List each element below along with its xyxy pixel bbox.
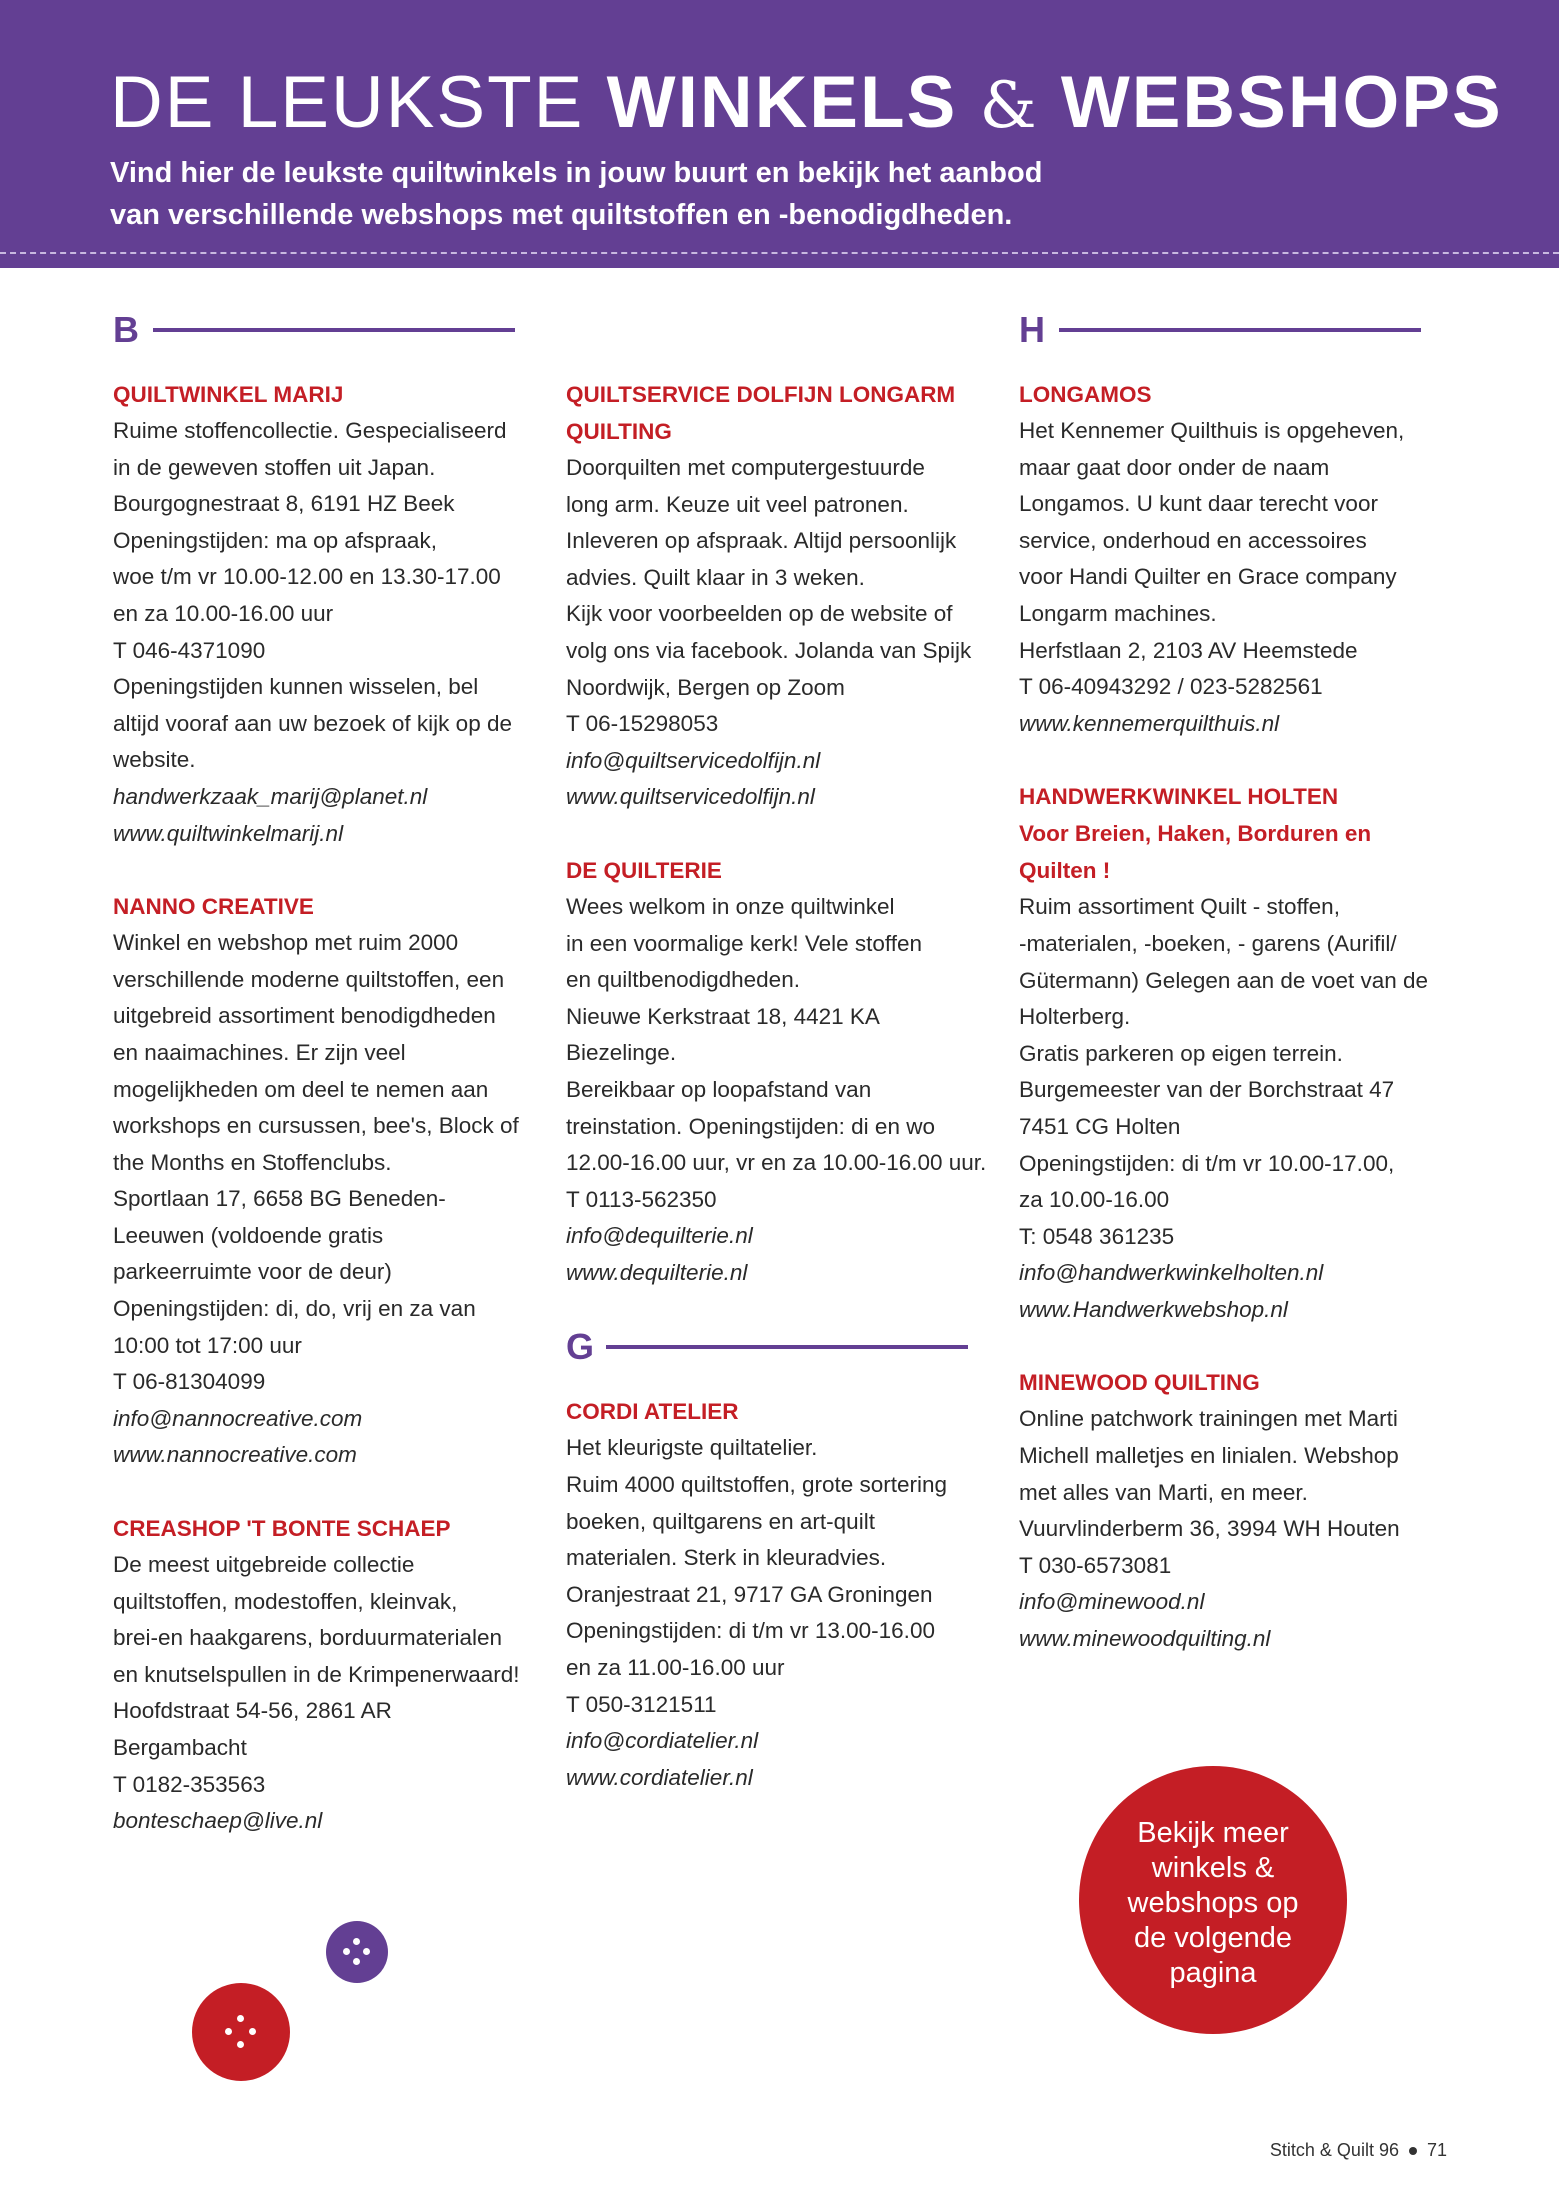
shop-detail-line: verschillende moderne quiltstoffen, een (113, 966, 505, 992)
see-more-text (1103, 1816, 1323, 1991)
purple-button-decoration-icon (326, 1921, 388, 1983)
shop-detail-line: website. (113, 747, 196, 773)
shop-entry (566, 1393, 996, 1796)
shop-detail-line: maar gaat door onder de naam (1019, 454, 1330, 480)
shop-detail-line: Wees welkom in onze quiltwinkel (566, 893, 895, 919)
shop-detail-line: Herfstlaan 2, 2103 AV Heemstede (1019, 637, 1358, 663)
shop-detail-line: voor Handi Quilter en Grace company (1019, 564, 1397, 590)
shop-detail-line: T 06-40943292 / 023-5282561 (1019, 674, 1323, 700)
shop-detail-line: Noordwijk, Bergen op Zoom (566, 674, 845, 700)
shop-detail-line: Gütermann) Gelegen aan de voet van de (1019, 967, 1429, 993)
shop-detail-line: 7451 CG Holten (1019, 1113, 1181, 1139)
shop-entry (113, 888, 543, 1474)
shop-detail-line: workshops en cursussen, bee's, Block of (113, 1113, 519, 1139)
shop-email-link[interactable]: info@quiltservicedolfijn.nl (566, 747, 821, 773)
shop-detail-line: altijd vooraf aan uw bezoek of kijk op de (113, 710, 512, 736)
page-footer (1270, 2140, 1447, 2161)
shop-detail-line: Michell malletjes en linialen. Webshop (1019, 1443, 1399, 1469)
shop-detail-line: quiltstoffen, modestoffen, kleinvak, (113, 1588, 458, 1614)
title-light: DE LEUKSTE (110, 62, 585, 143)
red-button-decoration-icon (192, 1983, 290, 2081)
shop-detail-line: Biezelinge. (566, 1040, 677, 1066)
shop-email-link[interactable]: info@minewood.nl (1019, 1589, 1205, 1615)
shop-detail-line: Kijk voor voorbeelden op de website of (566, 601, 953, 627)
shop-name: DE QUILTERIE (566, 857, 722, 883)
see-more-line: winkels & (1151, 1852, 1275, 1884)
shop-name: QUILTWINKEL MARIJ (113, 382, 344, 407)
shop-website-link[interactable]: www.quiltservicedolfijn.nl (566, 784, 815, 810)
see-more-line: de volgende (1133, 1922, 1293, 1954)
section-rule (1059, 328, 1421, 332)
shop-detail-line: Het Kennemer Quilthuis is opgeheven, (1019, 418, 1405, 443)
shop-entry (566, 376, 996, 816)
subtitle-line: Vind hier de leukste quiltwinkels in jouw buurt en bekijk het aanbod (110, 157, 1043, 189)
shop-detail-line: T 046-4371090 (113, 637, 266, 663)
shop-detail-line: volg ons via facebook. Jolanda van Spijk (566, 637, 972, 663)
column-b (113, 310, 543, 1876)
title-ampersand: & (979, 69, 1039, 143)
shop-email-link[interactable]: info@cordiatelier.nl (566, 1728, 759, 1754)
shop-website-link[interactable]: www.cordiatelier.nl (566, 1764, 753, 1790)
shop-detail-line: De meest uitgebreide collectie (113, 1552, 415, 1578)
shop-detail-line: boeken, quiltgarens en art-quilt (566, 1508, 875, 1534)
see-more-badge[interactable] (1079, 1766, 1347, 2034)
shop-detail-line: Bereikbaar op loopafstand van (566, 1076, 872, 1102)
shop-detail-line: Leeuwen (voldoende gratis (113, 1222, 384, 1248)
shop-detail-line: Vuurvlinderberm 36, 3994 WH Houten (1019, 1516, 1400, 1542)
shop-email-link[interactable]: info@dequilterie.nl (566, 1223, 753, 1249)
shop-detail-line: 12.00-16.00 uur, vr en za 10.00-16.00 uur. (566, 1150, 987, 1176)
shop-website-link[interactable]: www.quiltwinkelmarij.nl (113, 820, 344, 846)
section-letter: G (566, 1326, 595, 1368)
title-bold-webshops: WEBSHOPS (1060, 62, 1503, 143)
shop-detail-line: 10:00 tot 17:00 uur (113, 1332, 302, 1358)
page-title (110, 58, 1503, 151)
section-rule (606, 1345, 968, 1349)
shop-subtitle: Quilten ! (1019, 858, 1111, 884)
shop-email-link[interactable]: bonteschaep@live.nl (113, 1808, 323, 1834)
section-letter-header (566, 1327, 996, 1367)
shop-detail-line: in een voormalige kerk! Vele stoffen (566, 930, 923, 956)
shop-detail-line: service, onderhoud en accessoires (1019, 527, 1367, 553)
shop-website-link[interactable]: www.dequilterie.nl (566, 1259, 748, 1285)
shop-detail-line: za 10.00-16.00 (1019, 1187, 1170, 1213)
section-rule (153, 328, 515, 332)
shop-detail-line: Ruime stoffencollectie. Gespecialiseerd (113, 418, 507, 443)
shop-detail-line: Openingstijden: di t/m vr 10.00-17.00, (1019, 1150, 1395, 1176)
shop-entry (113, 1510, 543, 1840)
shop-name: MINEWOOD QUILTING (1019, 1370, 1260, 1396)
shop-detail-line: -materialen, -boeken, - garens (Aurifil/ (1019, 930, 1397, 956)
subtitle-line: van verschillende webshops met quiltstoffen en -benodigdheden. (110, 199, 1013, 231)
shop-detail-line: Hoofdstraat 54-56, 2861 AR (113, 1698, 392, 1724)
shop-name: HANDWERKWINKEL HOLTEN (1019, 784, 1339, 810)
shop-detail-line: parkeerruimte voor de deur) (113, 1259, 392, 1285)
dashed-divider (0, 252, 1559, 254)
shop-detail-line: Bergambacht (113, 1735, 247, 1760)
shop-detail-line: advies. Quilt klaar in 3 weken. (566, 564, 865, 590)
column-g (566, 310, 996, 1832)
shop-detail-line: in de geweven stoffen uit Japan. (113, 454, 436, 480)
shop-entry (1019, 778, 1449, 1328)
shop-detail-line: long arm. Keuze uit veel patronen. (566, 491, 909, 517)
shop-detail-line: T 0113-562350 (566, 1186, 717, 1212)
shop-detail-line: Longamos. U kunt daar terecht voor (1019, 491, 1378, 517)
shop-detail-line: Het kleurigste quiltatelier. (566, 1435, 818, 1461)
shop-detail-line: brei-en haakgarens, borduurmaterialen (113, 1625, 502, 1651)
shop-detail-line: Ruim assortiment Quilt - stoffen, (1019, 894, 1340, 920)
shop-entry (1019, 1364, 1449, 1657)
shop-detail-line: en za 10.00-16.00 uur (113, 600, 334, 626)
shop-name: QUILTSERVICE DOLFIJN LONGARM (566, 382, 956, 407)
shop-entry (113, 376, 543, 852)
shop-detail-line: uitgebreid assortiment benodigdheden (113, 1003, 496, 1029)
shop-website-link[interactable]: www.kennemerquilthuis.nl (1019, 710, 1280, 736)
see-more-line: pagina (1169, 1957, 1257, 1989)
shop-name: CREASHOP 'T BONTE SCHAEP (113, 1516, 451, 1542)
shop-name: CORDI ATELIER (566, 1399, 739, 1425)
shop-detail-line: Openingstijden: ma op afspraak, (113, 527, 437, 553)
shop-detail-line: T: 0548 361235 (1019, 1223, 1175, 1249)
shop-subtitle: Voor Breien, Haken, Borduren en (1019, 821, 1372, 847)
shop-detail-line: T 050-3121511 (566, 1691, 717, 1717)
shop-detail-line: treinstation. Openingstijden: di en wo (566, 1113, 935, 1139)
shop-entry (566, 852, 996, 1292)
shop-detail-line: Openingstijden kunnen wisselen, bel (113, 674, 479, 700)
shop-detail-line: Openingstijden: di, do, vrij en za van (113, 1296, 476, 1322)
section-letter-header (113, 310, 543, 350)
shop-detail-line: T 030-6573081 (1019, 1552, 1172, 1578)
bullet-icon (1409, 2147, 1417, 2155)
shop-detail-line: Openingstijden: di t/m vr 13.00-16.00 (566, 1618, 935, 1644)
shop-detail-line: Online patchwork trainingen met Marti (1019, 1406, 1398, 1432)
shop-website-link[interactable]: www.minewoodquilting.nl (1019, 1626, 1271, 1652)
shop-detail-line: mogelijkheden om deel te nemen aan (113, 1076, 489, 1102)
shop-detail-line: Longarm machines. (1019, 600, 1217, 626)
section-letter: H (1019, 309, 1045, 350)
shop-detail-line: Burgemeester van der Borchstraat 47 (1019, 1077, 1395, 1103)
title-bold-winkels: WINKELS (606, 62, 958, 143)
see-more-line: webshops op (1127, 1887, 1299, 1919)
section-letter: B (113, 309, 139, 350)
shop-detail-line: the Months en Stoffenclubs. (113, 1149, 392, 1175)
section-g (566, 1327, 996, 1367)
shop-detail-line: Doorquilten met computergestuurde (566, 455, 925, 480)
shop-detail-line: met alles van Marti, en meer. (1019, 1479, 1308, 1505)
shop-detail-line: Ruim 4000 quiltstoffen, grote sortering (566, 1472, 948, 1498)
shop-website-link[interactable]: www.Handwerkwebshop.nl (1019, 1296, 1288, 1322)
shop-website-link[interactable]: www.nannocreative.com (113, 1442, 357, 1468)
shop-detail-line: T 06-81304099 (113, 1369, 266, 1395)
shop-email-link[interactable]: handwerkzaak_marij@planet.nl (113, 783, 428, 809)
shop-detail-line: en quiltbenodigdheden. (566, 967, 800, 993)
shop-email-link[interactable]: info@nannocreative.com (113, 1405, 363, 1431)
page-subtitle (110, 152, 1310, 236)
shop-detail-line: Inleveren op afspraak. Altijd persoonlijk (566, 528, 957, 554)
shop-detail-line: Nieuwe Kerkstraat 18, 4421 KA (566, 1003, 880, 1029)
shop-detail-line: Gratis parkeren op eigen terrein. (1019, 1040, 1343, 1066)
shop-detail-line: materialen. Sterk in kleuradvies. (566, 1545, 887, 1571)
column-spacer (566, 310, 996, 376)
shop-detail-line: en za 11.00-16.00 uur (566, 1655, 785, 1681)
section-letter-header (1019, 310, 1449, 350)
shop-detail-line: T 06-15298053 (566, 711, 719, 737)
shop-detail-line: Bourgognestraat 8, 6191 HZ Beek (113, 491, 455, 517)
shop-name-cont: QUILTING (566, 419, 672, 444)
shop-detail-line: Winkel en webshop met ruim 2000 (113, 930, 459, 956)
shop-detail-line: en naaimachines. Er zijn veel (113, 1039, 406, 1065)
page-number: 71 (1426, 2140, 1447, 2160)
shop-detail-line: T 0182-353563 (113, 1771, 266, 1797)
column-h (1019, 310, 1449, 1694)
shop-name: NANNO CREATIVE (113, 894, 314, 920)
magazine-name: Stitch & Quilt 96 (1269, 2140, 1399, 2160)
see-more-line: Bekijk meer (1137, 1817, 1289, 1849)
shop-detail-line: Holterberg. (1019, 1004, 1131, 1030)
shop-detail-line: en knutselspullen in de Krimpenerwaard! (113, 1661, 520, 1687)
header-banner (0, 0, 1559, 268)
shop-detail-line: Sportlaan 17, 6658 BG Beneden- (113, 1186, 446, 1212)
shop-name: LONGAMOS (1019, 382, 1152, 407)
shop-detail-line: woe t/m vr 10.00-12.00 en 13.30-17.00 (113, 564, 501, 590)
shop-email-link[interactable]: info@handwerkwinkelholten.nl (1019, 1260, 1324, 1286)
shop-entry (1019, 376, 1449, 742)
shop-detail-line: Oranjestraat 21, 9717 GA Groningen (566, 1581, 933, 1607)
